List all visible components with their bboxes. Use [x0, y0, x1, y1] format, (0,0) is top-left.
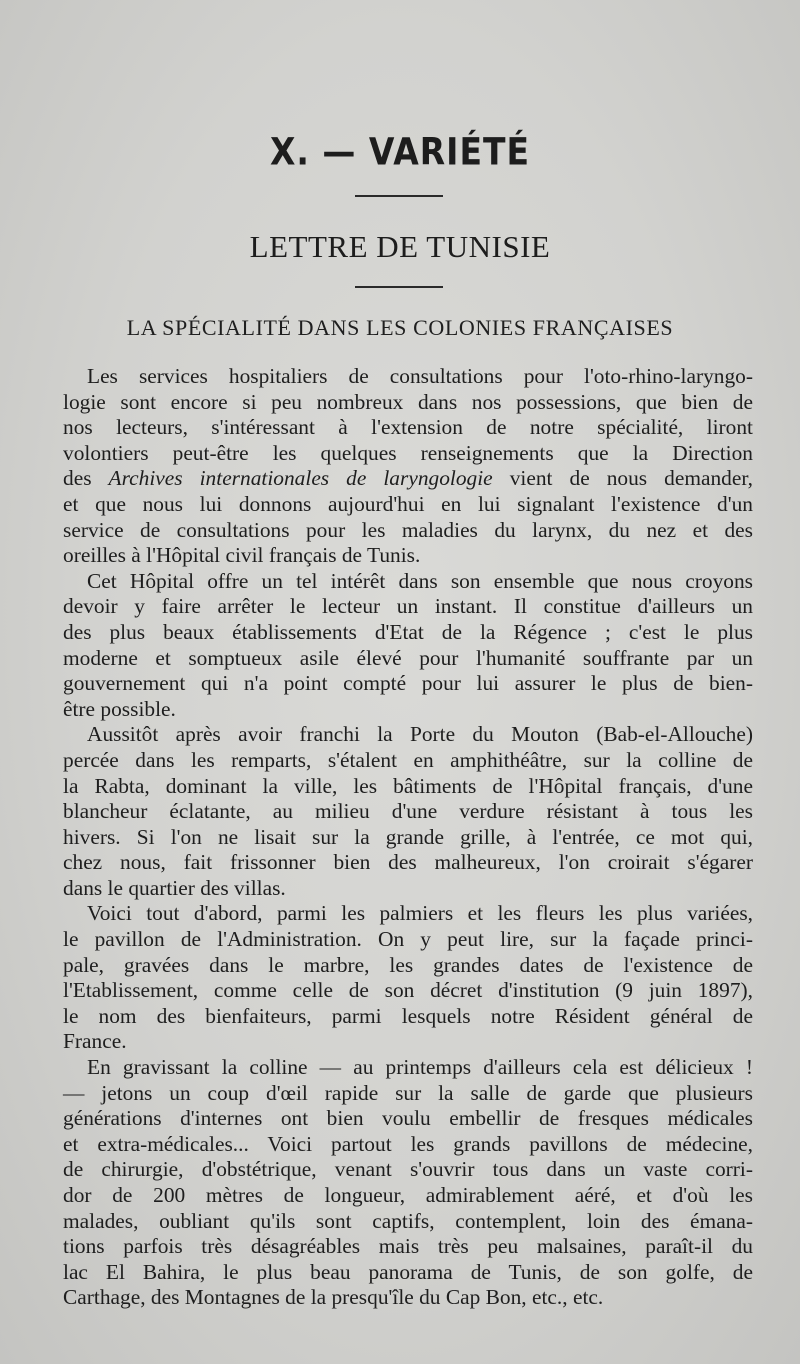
text-line: service de consultations pour les maladies du larynx, du nez et des: [63, 517, 753, 542]
text-line: devoir y faire arrêter le lecteur un instant. Il constitue d'ailleurs un: [63, 594, 753, 619]
text-line: Aussitôt après avoir franchi la Porte du Mouton (Bab-el-Allouche): [87, 722, 753, 747]
text-line: générations d'internes ont bien voulu embellir de fresques médicales: [63, 1106, 753, 1131]
text-line: hivers. Si l'on ne lisait sur la grande grille, à l'entrée, ce mot qui,: [63, 824, 753, 849]
article-subtitle: LA SPÉCIALITÉ DANS LES COLONIES FRANÇAISES: [126, 315, 674, 340]
text-line: gouvernement qui n'a point compté pour lui assurer le plus de bien-: [63, 671, 753, 696]
text-segment: vient de nous demander,: [509, 466, 753, 491]
text-line-with-journal: [63, 466, 753, 492]
text-line: chez nous, fait frissonner bien des malheureux, l'on croirait s'égarer: [63, 850, 753, 875]
text-line: et que nous lui donnons aujourd'hui en lui signalant l'existence d'un: [63, 491, 753, 516]
text-line: En gravissant la colline — au printemps d'ailleurs cela est délicieux !: [87, 1055, 753, 1080]
text-line: percée dans les remparts, s'étalent en amphithéâtre, sur la colline de: [63, 747, 753, 772]
journal-title: Archives internationales de laryngologie: [108, 466, 493, 491]
text-line: moderne et somptueux asile élevé pour l'humanité souffrante par un: [63, 645, 753, 670]
text-line: volontiers peut-être les quelques renseignements que la Direction: [63, 440, 753, 465]
text-line: l'Etablissement, comme celle de son décret d'institution (9 juin 1897),: [63, 978, 753, 1003]
text-line: être possible.: [63, 696, 176, 721]
text-line: la Rabta, dominant la ville, les bâtiments de l'Hôpital français, d'une: [63, 773, 753, 798]
text-line: et extra-médicales... Voici partout les grands pavillons de médecine,: [63, 1131, 753, 1156]
title-rule-bottom: [355, 286, 443, 288]
text-line: Cet Hôpital offre un tel intérêt dans son ensemble que nous croyons: [87, 568, 753, 593]
title-rule-top: [355, 195, 443, 197]
text-line: des plus beaux établissements d'Etat de la Régence ; c'est le plus: [63, 619, 753, 644]
text-line: dor de 200 mètres de longueur, admirablement aéré, et d'où les: [63, 1183, 753, 1207]
text-line: lac El Bahira, le plus beau panorama de Tunis, de son golfe, de: [63, 1259, 753, 1284]
text-line: le nom des bienfaiteurs, parmi lesquels notre Résident général de: [63, 1003, 753, 1028]
text-line: de chirurgie, d'obstétrique, venant s'ouvrir tous dans un vaste corri-: [63, 1157, 753, 1182]
text-line: le pavillon de l'Administration. On y peut lire, sur la façade princi-: [63, 927, 753, 952]
text-line: pale, gravées dans le marbre, les grandes dates de l'existence de: [63, 952, 753, 977]
text-line: Carthage, des Montagnes de la presqu'île du Cap Bon, etc., etc.: [63, 1285, 604, 1310]
text-line: France.: [63, 1029, 127, 1054]
text-line: tions parfois très désagréables mais très peu malsaines, paraît-il du: [63, 1234, 753, 1259]
text-line: blancheur éclatante, au milieu d'une verdure résistant à tous les: [63, 799, 753, 824]
letter-title: LETTRE DE TUNISIE: [249, 229, 551, 264]
text-line: Voici tout d'abord, parmi les palmiers et les fleurs les plus variées,: [87, 901, 753, 926]
text-line: malades, oubliant qu'ils sont captifs, contemplent, loin des émana-: [63, 1208, 753, 1233]
section-title: X. — VARIÉTÉ: [269, 129, 531, 174]
text-line: — jetons un coup d'œil rapide sur la salle de garde que plusieurs: [63, 1080, 753, 1105]
text-segment: des: [63, 466, 92, 491]
text-line: oreilles à l'Hôpital civil français de Tunis.: [63, 543, 421, 568]
article-body: [63, 364, 753, 1311]
text-line: logie sont encore si peu nombreux dans nos possessions, que bien de: [63, 389, 753, 414]
text-line: dans le quartier des villas.: [63, 875, 286, 900]
text-line: nos lecteurs, s'intéressant à l'extension de notre spécialité, liront: [63, 415, 753, 440]
text-line: Les services hospitaliers de consultations pour l'oto-rhino-laryngo-: [87, 364, 753, 388]
